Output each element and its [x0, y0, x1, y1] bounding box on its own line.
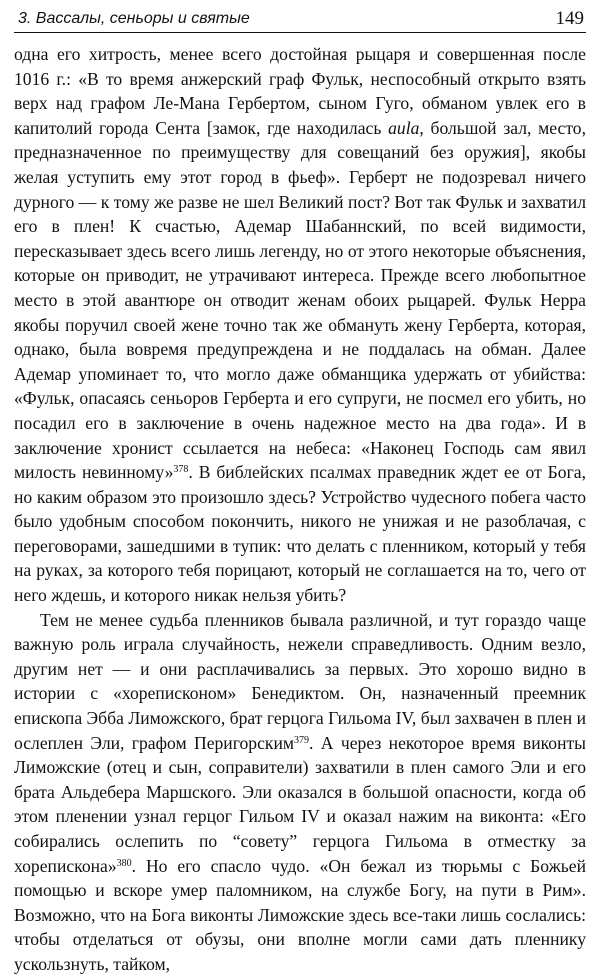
text-run: . Но его спасло чудо. «Он бежал из тюрьмы с Божьей помощью и вскоре умер паломником, на службе Богу, на пути в Рим». Возможно, что на Бога виконты Лиможские здесь все-таки лишь сослались: чтобы отделаться от обузы, они вполне могли сами дать пленнику ускользнуть, тайком, [14, 855, 586, 974]
running-title: 3. Вассалы, сеньоры и святые [18, 10, 250, 27]
footnote-ref[interactable]: 378 [173, 464, 189, 476]
running-head [14, 6, 586, 33]
paragraph-1 [14, 42, 586, 608]
italic-term: aula [388, 117, 420, 138]
page-number: 149 [555, 8, 584, 29]
text-run: одна его хитрость, менее всего достойная рыцаря и совершенная после 1016 г.: «В то время анжерский граф Фульк, неспособный открыто взять верх над графом Ле-Мана Гербертом, сыном Гуго, обманом увлек его в капитолий города Сента [замок, где находилась [14, 44, 586, 138]
body-text [14, 42, 586, 977]
text-run: , большой зал, место, предназначенное по преимуществу для совещаний без оружия], якобы желая уступить ему этот город в фьеф». Герберт не подозревал ничего дурного — к тому же разве не шел Великий пост? Вот так Фульк и захватил его в плен! К счастью, Адемар Шабаннский, по всей видимости, пересказывает здесь всего лишь легенду, но от этого некоторые объяснения, которые он приводит, не утрачивают интереса. Прежде всего любопытное место в этой авантюре он отводит женам обоих рыцарей. Фульк Нерра якобы поручил своей жене точно так же обмануть жену Герберта, которая, однако, была вовремя предупреждена и не поддалась на обман. Далее Адемар упоминает то, что могло даже обманщика удержать от убийства: «Фульк, опасаясь сеньоров Герберта и его супруги, не посмел его убить, но посадил его в заключение в очень надежное место на два года». И в заключение хронист ссылается на небеса: «Наконец Господь сам явил милость невинному» [14, 117, 587, 483]
text-run: . В библейских псалмах праведник ждет ее от Бога, но каким образом это произошло здесь? Устройство чудесного побега часто было удобным способом покончить, никого не унижая и не разоблачая, с переговорами, зашедшими в тупик: что делать с пленником, который у тебя на руках, за которого тебя порицают, который не соглашается на то, чего от него ждешь, и которого никак нельзя убить? [14, 462, 586, 606]
footnote-ref[interactable]: 379 [294, 734, 309, 746]
text-run: Тем не менее судьба пленников бывала различной, и тут гораздо чаще важную роль играла случайность, нежели справедливость. Одним везло, другим нет — и они расплачивались за первых. Это хорошо видно в истории с «хореписконом» Бенедиктом. Он, назначенный преемник епископа Эбба Лиможского, брат герцога Гильома IV, был захвачен в плен и ослеплен Эли, графом Перигорским [14, 609, 586, 753]
footnote-ref[interactable]: 380 [116, 857, 132, 869]
paragraph-2 [14, 608, 586, 977]
text-run: . А через некоторое время виконты Лиможские (отец и сын, соправители) захватили в плен самого Эли и его брата Альдебера Маршского. Эли оказался в большой опасности, когда об этом пленении узнал герцог Гильом IV и оказал нажим на виконта: «Его собирались ослепить по “совету” герцога Гильома в отместку за хореписконa» [14, 732, 586, 876]
